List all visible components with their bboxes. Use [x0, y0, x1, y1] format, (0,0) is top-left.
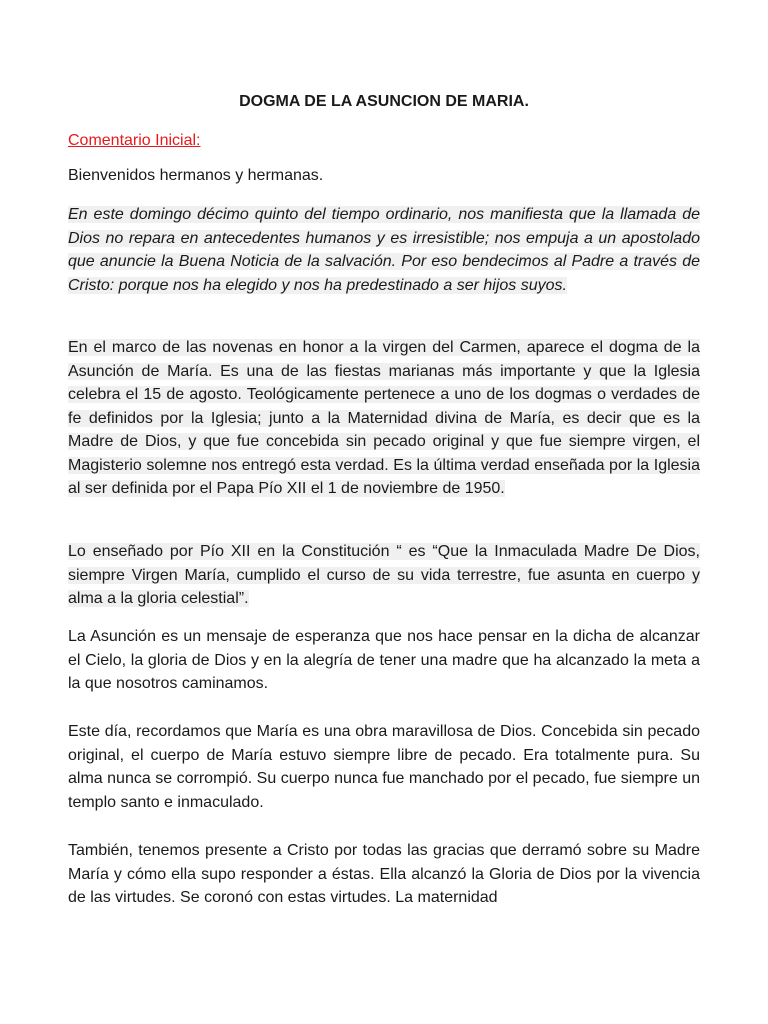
paragraph-constitution-text: Lo enseñado por Pío XII en la Constitución “ es “Que la Inmaculada Madre De Dios, siempre Virgen María, cumplido el curso de su vida terrestre, fue asunta en cuerpo y alma a la gloria celestial”.	[68, 543, 700, 607]
paragraph-constitution	[68, 540, 700, 611]
paragraph-intro-text: En este domingo décimo quinto del tiempo ordinario, nos manifiesta que la llamada de Dios no repara en antecedentes humanos y es irresistible; nos empuja a un apostolado que anuncie la Buena Noticia de la salvación. Por eso bendecimos al Padre a través de Cristo: porque nos ha elegido y nos ha predestinado a ser hijos suyos.	[68, 206, 700, 294]
section-heading: Comentario Inicial:	[68, 132, 201, 149]
document-title: DOGMA DE LA ASUNCION DE MARIA.	[239, 93, 529, 110]
paragraph-christ: También, tenemos presente a Cristo por todas las gracias que derramó sobre su Madre María y cómo ella supo responder a éstas. Ella alcanzó la Gloria de Dios por la vivencia de las virtudes. Se coronó con estas virtudes. La maternidad	[68, 842, 700, 906]
paragraph-intro	[68, 203, 700, 297]
paragraph-hope: La Asunción es un mensaje de esperanza que nos hace pensar en la dicha de alcanzar el Cielo, la gloria de Dios y en la alegría de tener una madre que ha alcanzado la meta a la que nosotros caminamos.	[68, 628, 700, 692]
paragraph-dogma-text: En el marco de las novenas en honor a la virgen del Carmen, aparece el dogma de la Asunción de María. Es una de las fiestas marianas más importante y que la Iglesia celebra el 15 de agosto. Teológicamente pertenece a uno de los dogmas o verdades de fe definidos por la Iglesia; junto a la Maternidad divina de María, es decir que es la Madre de Dios, y que fue concebida sin pecado original y que fue siempre virgen, el Magisterio solemne nos entregó esta verdad. Es la última verdad enseñada por la Iglesia al ser definida por el Papa Pío XII el 1 de noviembre de 1950.	[68, 339, 700, 497]
greeting: Bienvenidos hermanos y hermanas.	[68, 167, 324, 184]
paragraph-marvel: Este día, recordamos que María es una obra maravillosa de Dios. Concebida sin pecado original, el cuerpo de María estuvo siempre libre de pecado. Era totalmente pura. Su alma nunca se corrompió. Su cuerpo nunca fue manchado por el pecado, fue siempre un templo santo e inmaculado.	[68, 723, 700, 811]
paragraph-dogma	[68, 336, 700, 501]
